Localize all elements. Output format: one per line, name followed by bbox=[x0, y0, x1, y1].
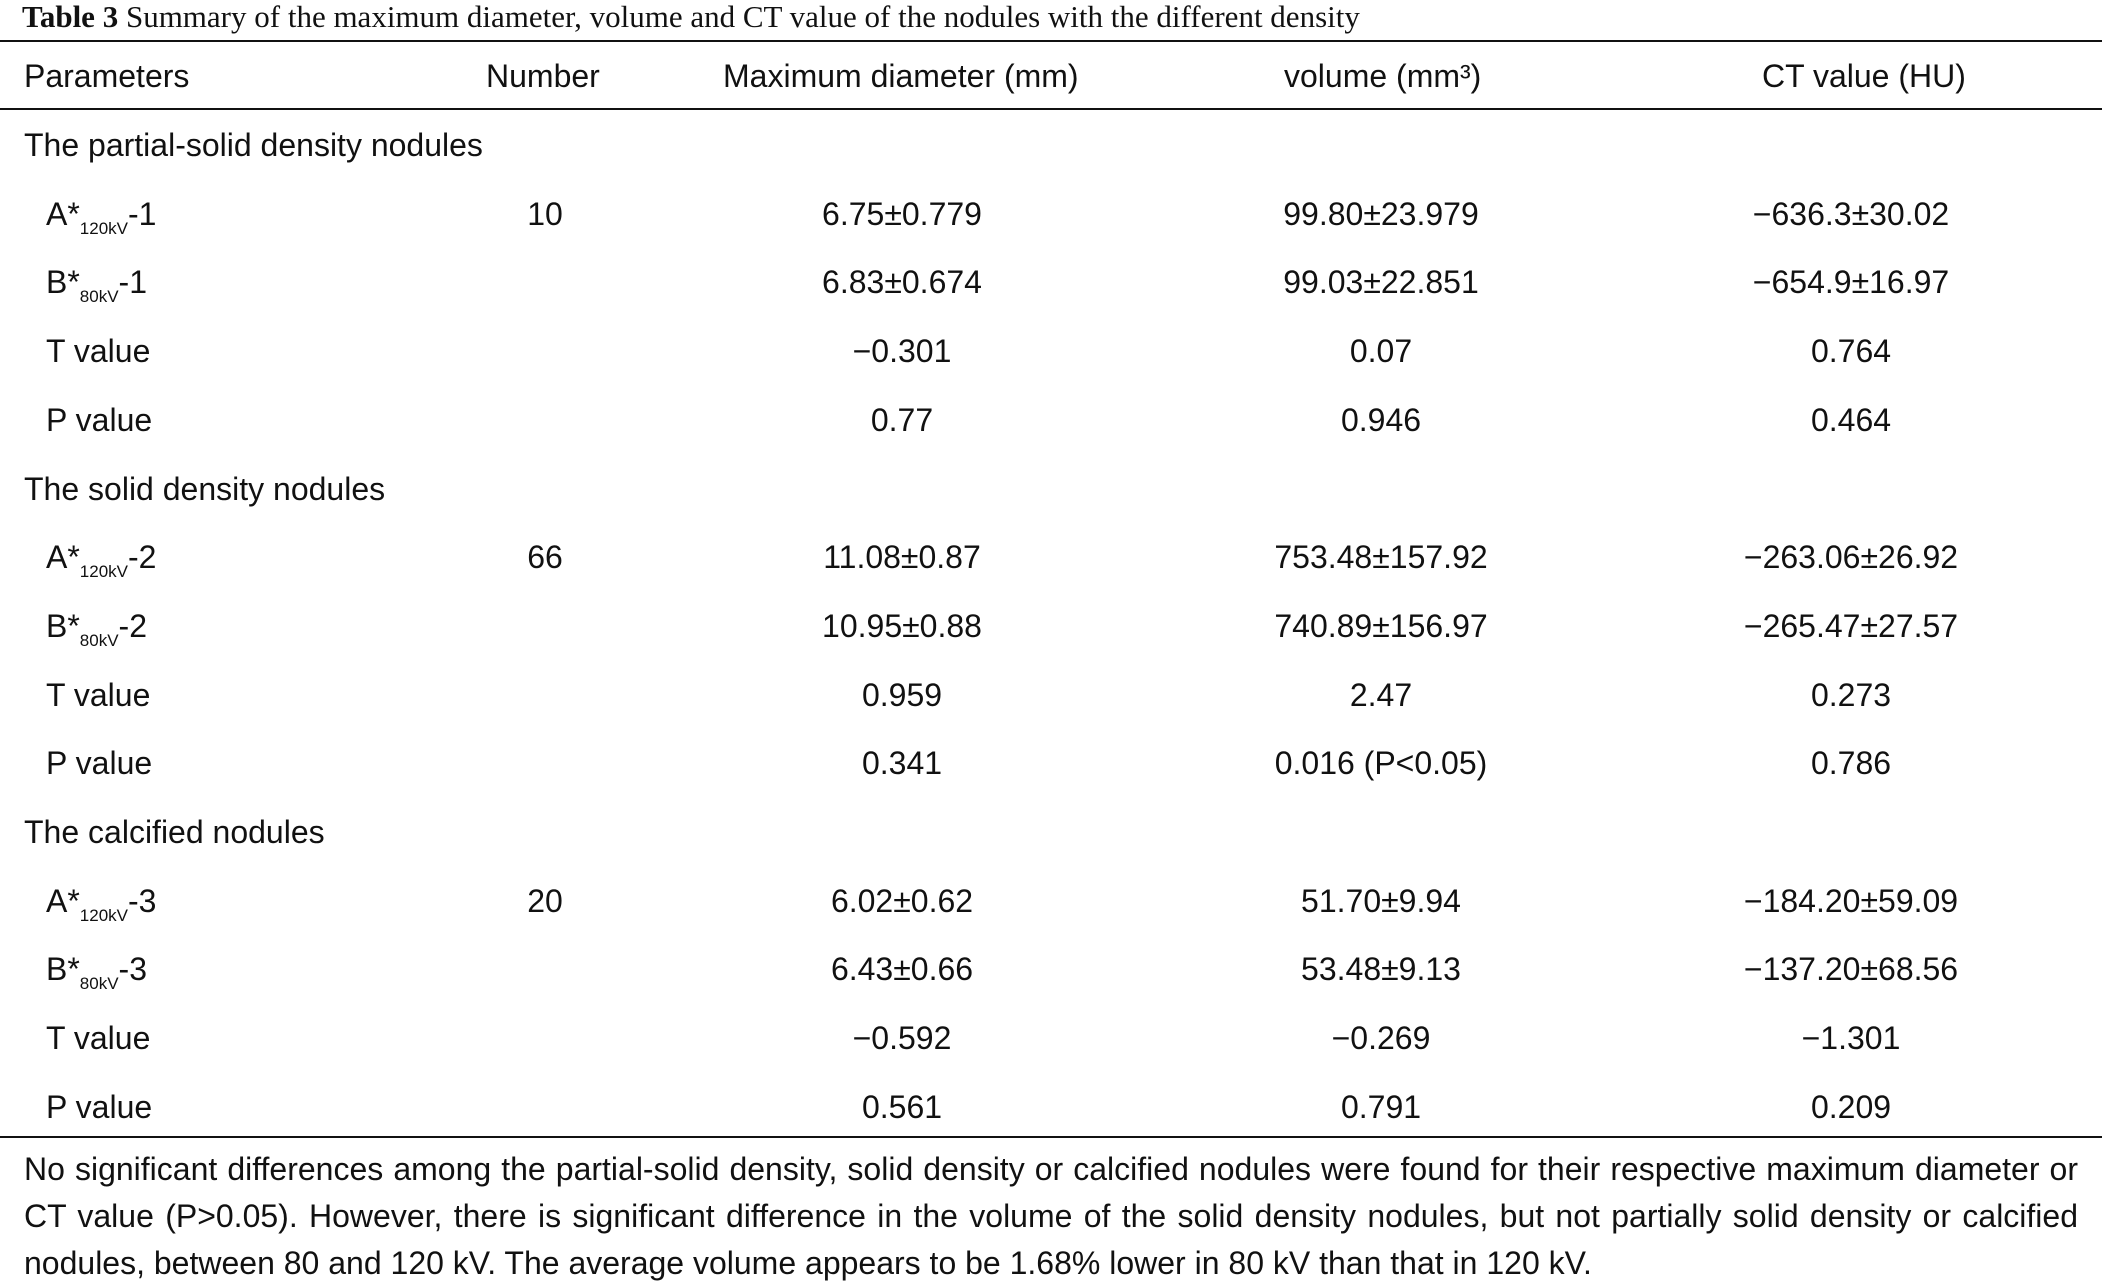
row-label-subscript: 120kV bbox=[79, 905, 128, 925]
row-label-main: T value bbox=[46, 676, 151, 713]
table-caption bbox=[22, 0, 1360, 34]
header-number: Number bbox=[486, 58, 600, 94]
volume-cell: 740.89±156.97 bbox=[1274, 607, 1488, 644]
row-label bbox=[46, 881, 157, 925]
volume-cell: 0.946 bbox=[1340, 401, 1422, 438]
bottom-rule bbox=[0, 1136, 2102, 1138]
number-cell: 66 bbox=[527, 539, 563, 576]
group-title: The partial-solid density nodules bbox=[24, 127, 483, 163]
row-label-suffix: -2 bbox=[128, 539, 157, 576]
diameter-cell: 6.83±0.674 bbox=[822, 264, 982, 301]
row-label-suffix: -1 bbox=[128, 195, 157, 232]
volume-cell: 0.016 (P<0.05) bbox=[1274, 745, 1488, 782]
header-ct-value: CT value (HU) bbox=[1762, 58, 1966, 94]
ct-value-cell: −636.3±30.02 bbox=[1752, 195, 1950, 232]
ct-value-cell: 0.209 bbox=[1810, 1088, 1892, 1125]
row-label-main: P value bbox=[46, 401, 153, 438]
volume-cell: 53.48±9.13 bbox=[1301, 951, 1461, 988]
group-title: The calcified nodules bbox=[24, 814, 325, 850]
ct-value-cell: −654.9±16.97 bbox=[1752, 264, 1950, 301]
volume-cell: 99.03±22.851 bbox=[1283, 264, 1479, 301]
row-label-suffix: -2 bbox=[118, 607, 147, 644]
row-label bbox=[46, 331, 150, 371]
row-label bbox=[46, 194, 157, 238]
row-label-main: P value bbox=[46, 1088, 153, 1125]
row-label-main: T value bbox=[46, 333, 151, 370]
diameter-cell: 0.341 bbox=[861, 745, 943, 782]
group-title: The solid density nodules bbox=[24, 470, 386, 507]
row-label-suffix: -3 bbox=[118, 951, 147, 988]
row-label bbox=[46, 675, 150, 715]
row-label-main: P value bbox=[46, 745, 153, 782]
diameter-cell: 6.75±0.779 bbox=[822, 195, 982, 232]
ct-value-cell: 0.464 bbox=[1810, 401, 1892, 438]
row-label-suffix: -1 bbox=[118, 264, 147, 301]
volume-cell: 0.07 bbox=[1349, 333, 1413, 370]
row-label bbox=[46, 537, 157, 582]
diameter-cell: 0.561 bbox=[861, 1088, 943, 1125]
row-label bbox=[46, 1018, 150, 1058]
row-label-main: A* bbox=[46, 539, 80, 576]
caption-label: Table 3 bbox=[22, 0, 119, 34]
header-parameters: Parameters bbox=[24, 58, 190, 94]
row-label-main: A* bbox=[46, 195, 80, 232]
row-label bbox=[46, 949, 147, 994]
header-volume: volume (mm³) bbox=[1284, 58, 1482, 94]
table-footnote: No significant differences among the partial-solid density, solid density or calcified nodules were found for their respective maximum diameter or CT value (P>0.05). However, there is significant difference in the volume of the solid density nodules, but not partially solid density or calcified nodules, between 80 and 120 kV. The average volume appears to be 1.68% lower in 80 kV than that in 120 kV. bbox=[24, 1151, 2078, 1281]
diameter-cell: 10.95±0.88 bbox=[822, 607, 982, 644]
ct-value-cell: 0.786 bbox=[1810, 745, 1892, 782]
ct-value-cell: −184.20±59.09 bbox=[1743, 882, 1959, 919]
row-label-subscript: 80kV bbox=[79, 287, 119, 307]
row-label-suffix: -3 bbox=[128, 882, 157, 919]
diameter-cell: 0.959 bbox=[861, 676, 943, 713]
row-label-subscript: 80kV bbox=[79, 974, 119, 994]
header-rule bbox=[0, 108, 2102, 110]
volume-cell: −0.269 bbox=[1331, 1020, 1431, 1057]
diameter-cell: 6.43±0.66 bbox=[830, 951, 974, 988]
ct-value-cell: 0.764 bbox=[1810, 333, 1892, 370]
diameter-cell: 0.77 bbox=[870, 401, 934, 438]
diameter-cell: −0.592 bbox=[852, 1020, 952, 1057]
ct-value-cell: −137.20±68.56 bbox=[1743, 951, 1959, 988]
volume-cell: 99.80±23.979 bbox=[1283, 195, 1479, 232]
row-label-subscript: 80kV bbox=[79, 630, 119, 650]
row-label bbox=[46, 743, 152, 783]
volume-cell: 51.70±9.94 bbox=[1301, 882, 1461, 919]
volume-cell: 0.791 bbox=[1340, 1088, 1422, 1125]
volume-cell: 753.48±157.92 bbox=[1274, 539, 1488, 576]
row-label-main: B* bbox=[46, 951, 80, 988]
row-label-subscript: 120kV bbox=[79, 562, 128, 582]
ct-value-cell: −1.301 bbox=[1801, 1020, 1901, 1057]
row-label bbox=[46, 606, 147, 650]
row-label bbox=[46, 1087, 152, 1127]
row-label bbox=[46, 262, 147, 307]
number-cell: 10 bbox=[527, 195, 563, 232]
row-label-main: A* bbox=[46, 882, 80, 919]
ct-value-cell: −263.06±26.92 bbox=[1743, 539, 1959, 576]
ct-value-cell: −265.47±27.57 bbox=[1743, 607, 1959, 644]
number-cell: 20 bbox=[527, 882, 563, 919]
header-maximum-diameter: Maximum diameter (mm) bbox=[723, 58, 1079, 94]
row-label-subscript: 120kV bbox=[79, 218, 128, 238]
row-label-main: B* bbox=[46, 607, 80, 644]
ct-value-cell: 0.273 bbox=[1810, 676, 1892, 713]
top-rule bbox=[0, 40, 2102, 42]
row-label bbox=[46, 400, 152, 440]
volume-cell: 2.47 bbox=[1349, 676, 1413, 713]
row-label-main: B* bbox=[46, 264, 80, 301]
row-label-main: T value bbox=[46, 1020, 151, 1057]
caption-text: Summary of the maximum diameter, volume and CT value of the nodules with the different density bbox=[125, 0, 1360, 34]
diameter-cell: 11.08±0.87 bbox=[823, 539, 981, 576]
diameter-cell: 6.02±0.62 bbox=[830, 882, 974, 919]
diameter-cell: −0.301 bbox=[852, 333, 952, 370]
